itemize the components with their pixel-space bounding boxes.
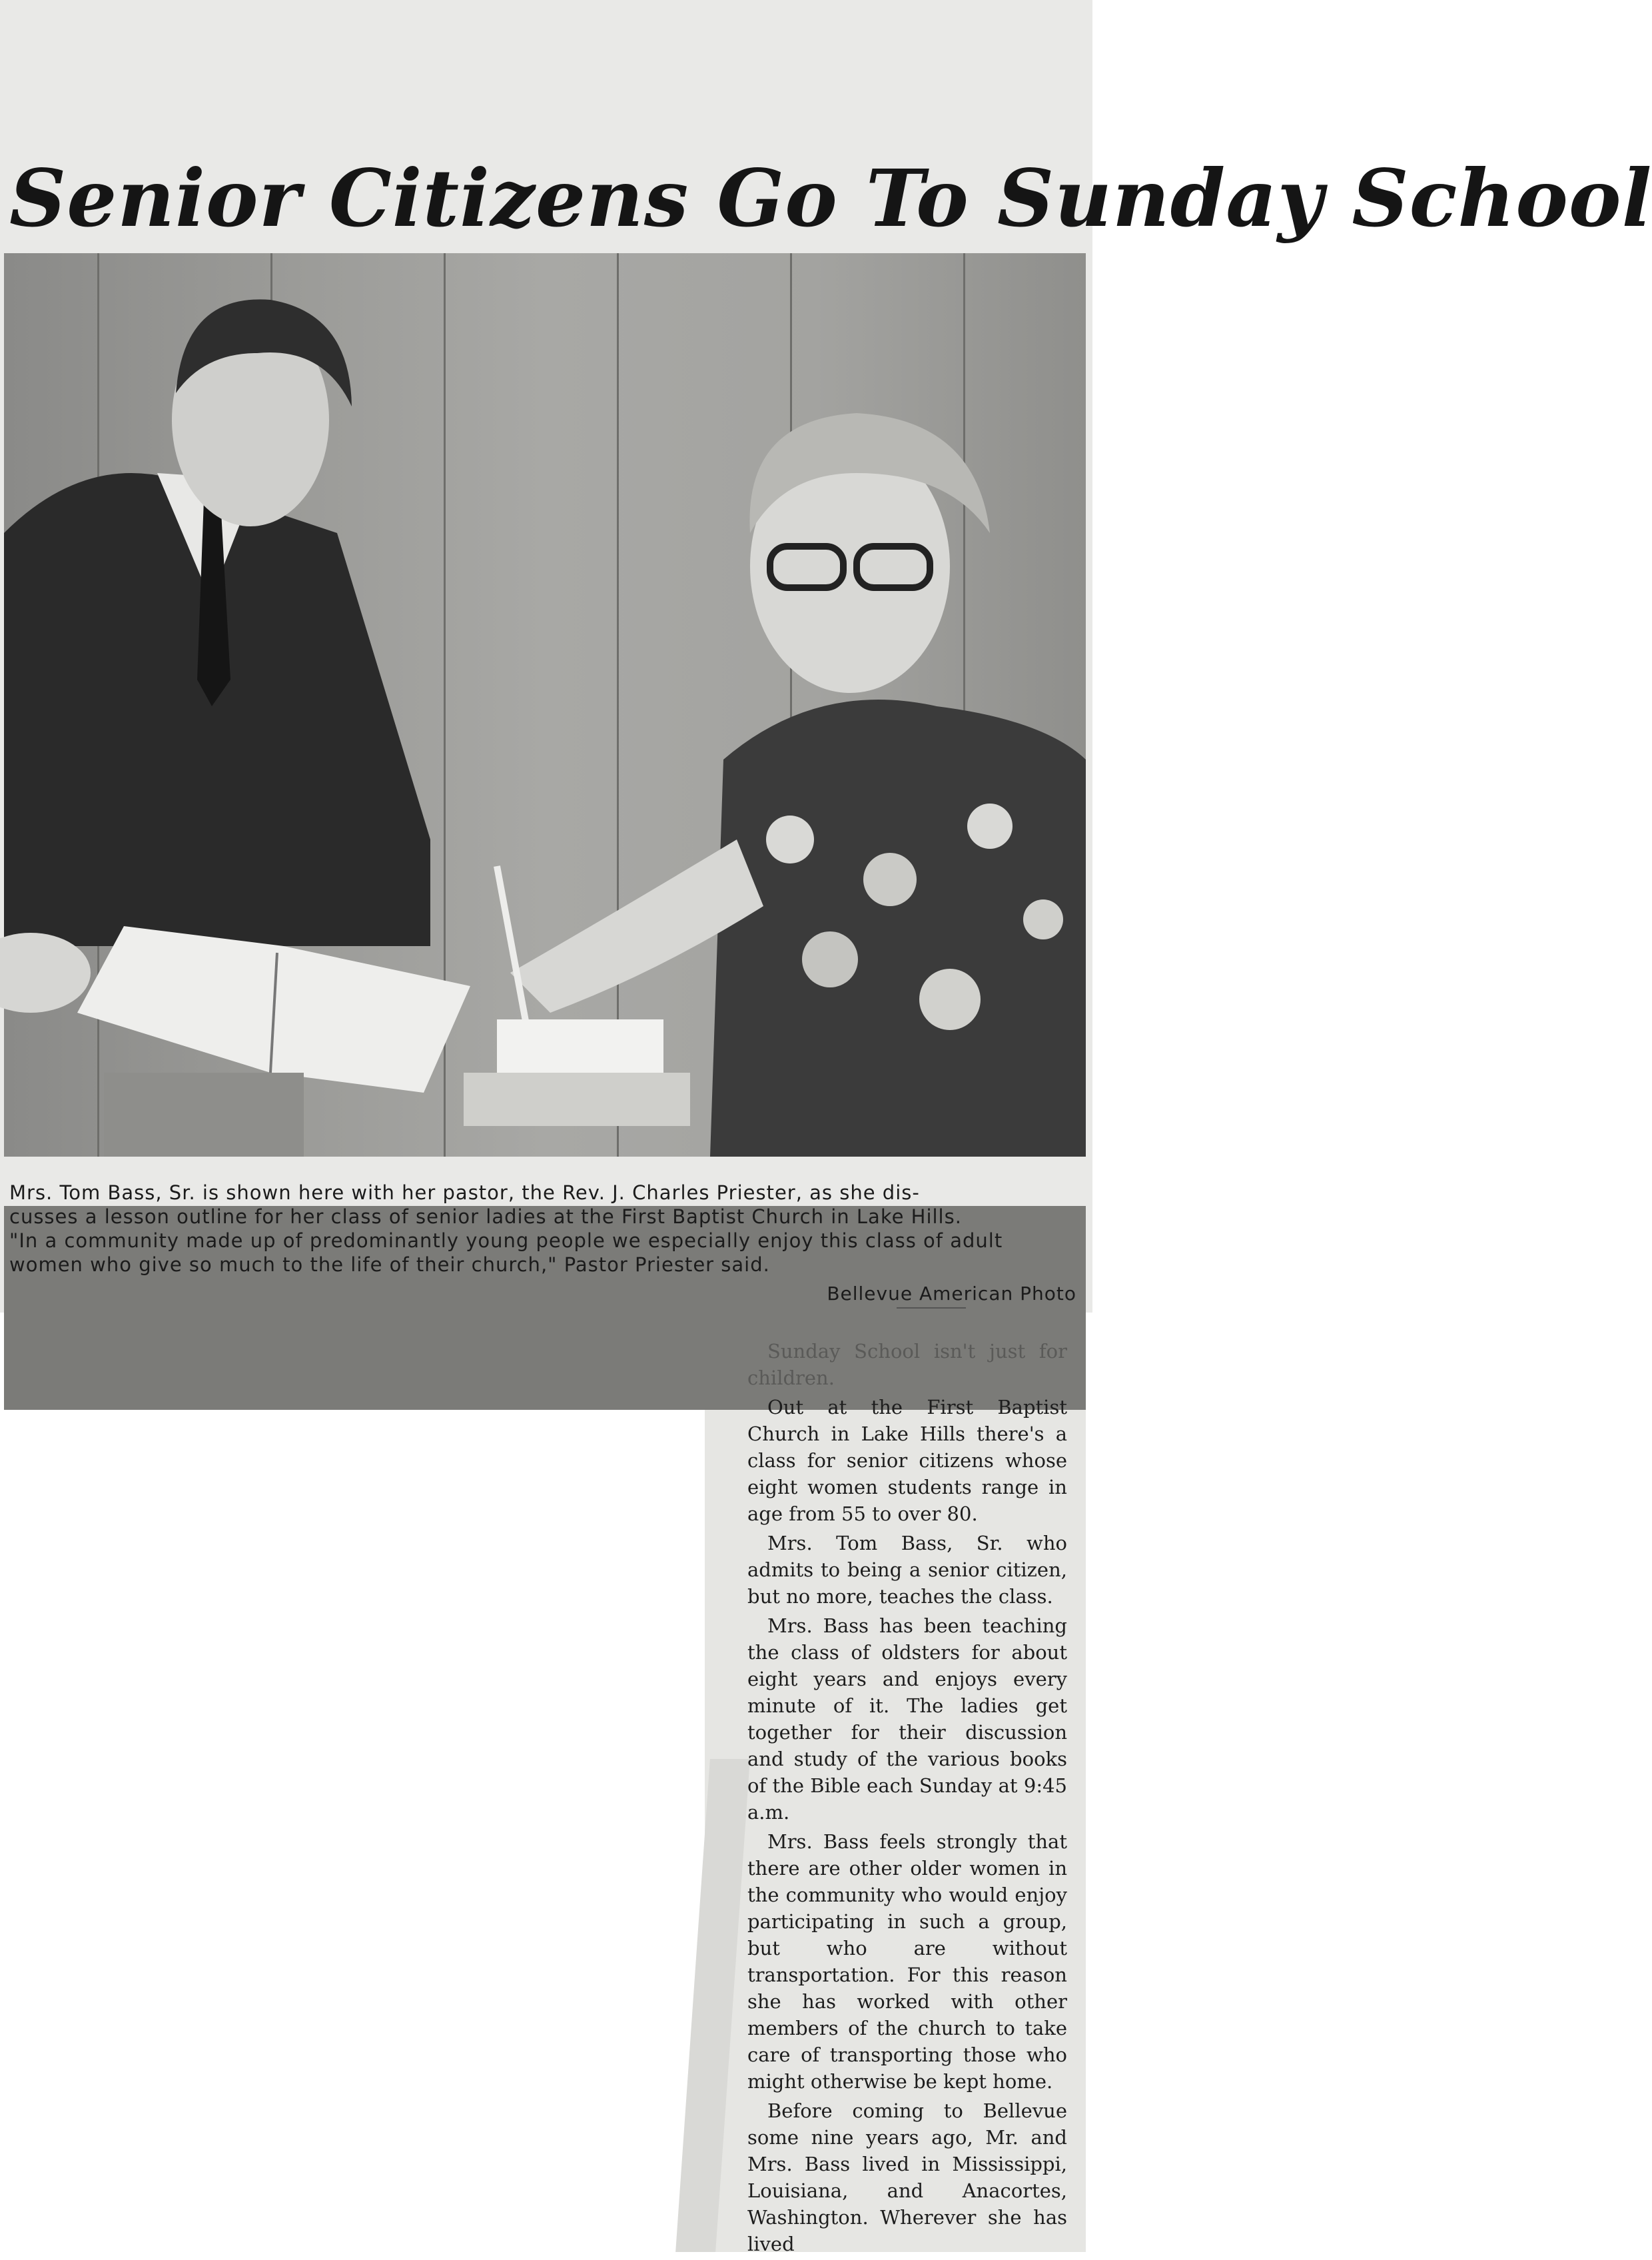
caption-line: cusses a lesson outline for her class of senior ladies at the First Baptist Church in Lake Hills. [9, 1205, 962, 1228]
article-paragraph: Out at the First Baptist Church in Lake Hills there's a class for senior citizens whose eight women students range in age from 55 to over 80. [747, 1396, 1067, 1525]
pastor-figure [0, 299, 430, 1013]
photo-caption [9, 1181, 1083, 1277]
caption-line: Mrs. Tom Bass, Sr. is shown here with her pastor, the Rev. J. Charles Priester, as she dis- [9, 1181, 920, 1204]
article-paragraph: Before coming to Bellevue some nine years ago, Mr. and Mrs. Bass lived in Mississippi, Louisiana, and Anacortes, Washington. Wherever she has lived [747, 2099, 1067, 2255]
article-paragraph: Mrs. Bass feels strongly that there are other older women in the community who would enjoy participating in such a group, but who are without transportation. For this reason she has worked with other members of the church to take care of transporting those who might otherwise be kept home. [747, 1830, 1067, 2093]
headline: Senior Citizens Go To Sunday School [9, 152, 1652, 245]
caption-line: "In a community made up of predominantly young people we especially enjoy this class of adult [9, 1229, 1003, 1252]
caption-line: women who give so much to the life of their church," Pastor Priester said. [9, 1253, 770, 1276]
clipboard [464, 1073, 690, 1126]
credit-underline [897, 1307, 966, 1309]
article-paragraph: Sunday School isn't just for children. [747, 1340, 1067, 1389]
pamphlet [104, 1073, 304, 1157]
open-bible-image [77, 926, 470, 1093]
lesson-papers [497, 1019, 663, 1079]
photo-figures [4, 253, 1086, 1157]
article-body [747, 1338, 1067, 2260]
article-paragraph: Mrs. Tom Bass, Sr. who admits to being a senior citizen, but no more, teaches the class. [747, 1532, 1067, 1608]
photo-credit: Bellevue American Photo [827, 1283, 1076, 1305]
article-paragraph: Mrs. Bass has been teaching the class of oldsters for about eight years and enjoys every minute of it. The ladies get together for their discussion and study of the various books of the Bible each Sunday at 9:45 a.m. [747, 1614, 1067, 1824]
news-photo [4, 253, 1086, 1157]
